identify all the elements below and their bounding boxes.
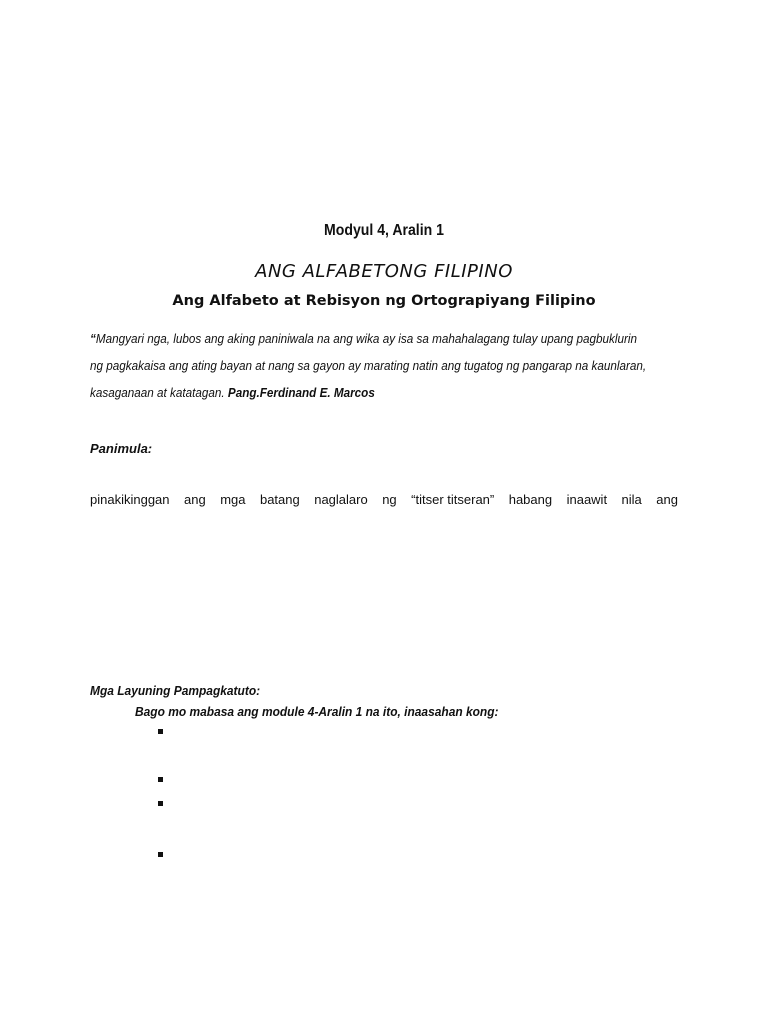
objective-bullet-3 <box>158 801 163 806</box>
objective-bullet-2 <box>158 777 163 782</box>
intro-word: ang <box>184 492 206 507</box>
quote-author: Pang.Ferdinand E. Marcos <box>227 385 375 400</box>
intro-word: nila <box>621 492 642 507</box>
objective-bullet-1 <box>158 729 163 734</box>
main-title: ANG ALFABETONG FILIPINO <box>255 261 513 282</box>
quote-text-3: kasaganaan at katatagan. <box>90 385 228 400</box>
module-label: Modyul 4, Aralin 1 <box>324 222 444 239</box>
intro-word: “titser titseran” <box>411 492 495 507</box>
intro-word: ang <box>656 492 678 507</box>
quote-line-3 <box>90 385 619 400</box>
objective-bullet-4 <box>158 852 163 857</box>
intro-word: batang <box>259 492 300 507</box>
objectives-heading: Mga Layuning Pampagkatuto: <box>90 683 261 698</box>
subtitle: Ang Alfabeto at Rebisyon ng Ortograpiyang Filipino <box>172 293 596 309</box>
intro-heading: Panimula: <box>90 441 153 456</box>
intro-word: habang <box>508 492 553 507</box>
quote-open-mark: “ <box>90 331 96 346</box>
quote-line-1 <box>90 331 638 346</box>
quote-text-1: Mangyari nga, lubos ang aking paniniwala na ang wika ay isa sa mahahalagang tulay upang pagbuklurin <box>95 331 638 346</box>
intro-word: inaawit <box>566 492 608 507</box>
intro-paragraph <box>90 492 678 507</box>
intro-word: naglalaro <box>314 492 368 507</box>
intro-word: ng <box>382 492 397 507</box>
intro-word: pinakikinggan <box>90 492 170 507</box>
objectives-lead: Bago mo mabasa ang module 4-Aralin 1 na ito, inaasahan kong: <box>135 704 499 719</box>
quote-line-2: ng pagkakaisa ang ating bayan at nang sa gayon ay marating natin ang tugatog ng pangarap na kaunlaran, <box>90 358 647 373</box>
intro-word: mga <box>220 492 246 507</box>
